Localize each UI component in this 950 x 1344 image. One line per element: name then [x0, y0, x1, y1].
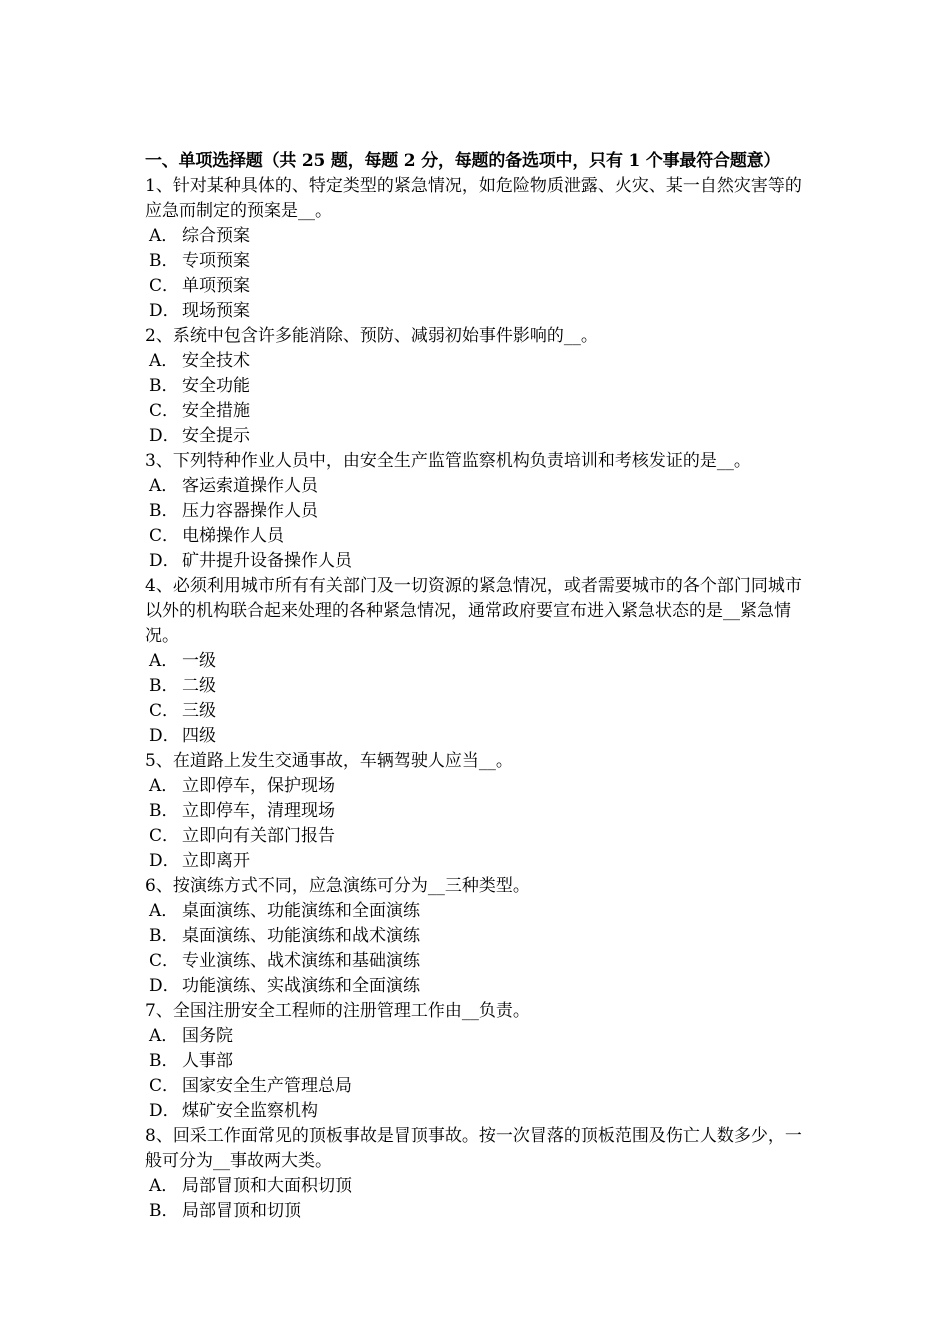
option-text: 一级 [182, 651, 216, 671]
option-c [145, 699, 810, 724]
question-4 [145, 574, 810, 749]
option-text: 煤矿安全监察机构 [182, 1101, 318, 1121]
option-d [145, 424, 810, 449]
option-text: 单项预案 [182, 276, 250, 296]
option-text: 电梯操作人员 [182, 526, 284, 546]
question-3 [145, 449, 810, 574]
option-label: C． [149, 701, 180, 721]
option-text: 功能演练、实战演练和全面演练 [182, 976, 420, 996]
question-7 [145, 999, 810, 1124]
option-a [145, 1174, 810, 1199]
option-a [145, 224, 810, 249]
option-text: 压力容器操作人员 [182, 501, 318, 521]
option-text: 四级 [182, 726, 216, 746]
option-b [145, 499, 810, 524]
option-label: B． [149, 1051, 179, 1071]
option-d [145, 1099, 810, 1124]
option-text: 现场预案 [182, 301, 250, 321]
option-text: 立即离开 [182, 851, 250, 871]
option-text: 专业演练、战术演练和基础演练 [182, 951, 420, 971]
option-a [145, 774, 810, 799]
option-text: 局部冒顶和大面积切顶 [182, 1176, 352, 1196]
option-label: B． [149, 376, 179, 396]
option-d [145, 549, 810, 574]
option-label: A． [149, 351, 179, 371]
option-d [145, 299, 810, 324]
option-label: C． [149, 526, 180, 546]
option-text: 安全提示 [182, 426, 250, 446]
option-label: A． [149, 476, 179, 496]
option-text: 局部冒顶和切顶 [182, 1201, 301, 1221]
question-8 [145, 1124, 810, 1224]
option-b [145, 674, 810, 699]
option-label: D． [149, 551, 180, 571]
option-label: B． [149, 1201, 179, 1221]
option-label: C． [149, 826, 180, 846]
option-c [145, 524, 810, 549]
option-a [145, 349, 810, 374]
option-label: A． [149, 1176, 179, 1196]
option-d [145, 974, 810, 999]
option-label: A． [149, 776, 179, 796]
option-label: B． [149, 676, 179, 696]
question-text: 2、系统中包含许多能消除、预防、减弱初始事件影响的__。 [145, 326, 598, 346]
option-label: A． [149, 1026, 179, 1046]
option-b [145, 1049, 810, 1074]
question-text: 5、在道路上发生交通事故，车辆驾驶人应当__。 [145, 751, 513, 771]
option-c [145, 1074, 810, 1099]
question-1 [145, 174, 810, 324]
option-c [145, 949, 810, 974]
option-label: B． [149, 251, 179, 271]
option-text: 客运索道操作人员 [182, 476, 318, 496]
option-text: 安全技术 [182, 351, 250, 371]
section-heading: 一、单项选择题（共 25 题，每题 2 分，每题的备选项中，只有 1 个事最符合题意） [145, 151, 781, 171]
option-text: 立即向有关部门报告 [182, 826, 335, 846]
option-text: 专项预案 [182, 251, 250, 271]
option-label: D． [149, 976, 180, 996]
option-label: A． [149, 651, 179, 671]
question-text: 4、必须利用城市所有有关部门及一切资源的紧急情况，或者需要城市的各个部门同城市以外的机构联合起来处理的各种紧急情况，通常政府要宣布进入紧急状态的是__紧急情况。 [145, 576, 802, 646]
option-d [145, 724, 810, 749]
option-a [145, 474, 810, 499]
option-a [145, 899, 810, 924]
option-label: D． [149, 426, 180, 446]
option-text: 综合预案 [182, 226, 250, 246]
option-label: C． [149, 276, 180, 296]
option-text: 二级 [182, 676, 216, 696]
option-label: B． [149, 801, 179, 821]
option-d [145, 849, 810, 874]
option-text: 立即停车，清理现场 [182, 801, 335, 821]
question-text: 6、按演练方式不同，应急演练可分为__三种类型。 [145, 876, 530, 896]
option-label: C． [149, 951, 180, 971]
question-2 [145, 324, 810, 449]
option-label: A． [149, 901, 179, 921]
option-b [145, 1199, 810, 1224]
question-6 [145, 874, 810, 999]
question-text: 3、下列特种作业人员中，由安全生产监管监察机构负责培训和考核发证的是__。 [145, 451, 751, 471]
option-label: B． [149, 501, 179, 521]
option-label: D． [149, 301, 180, 321]
question-5 [145, 749, 810, 874]
option-text: 矿井提升设备操作人员 [182, 551, 352, 571]
option-a [145, 649, 810, 674]
option-b [145, 799, 810, 824]
option-label: C． [149, 401, 180, 421]
option-text: 立即停车，保护现场 [182, 776, 335, 796]
question-text: 1、针对某种具体的、特定类型的紧急情况，如危险物质泄露、火灾、某一自然灾害等的应急而制定的预案是__。 [145, 176, 802, 221]
question-text: 8、回采工作面常见的顶板事故是冒顶事故。按一次冒落的顶板范围及伤亡人数多少，一般可分为__事故两大类。 [145, 1126, 802, 1171]
option-text: 三级 [182, 701, 216, 721]
option-label: D． [149, 1101, 180, 1121]
option-c [145, 824, 810, 849]
option-b [145, 249, 810, 274]
option-text: 安全措施 [182, 401, 250, 421]
option-a [145, 1024, 810, 1049]
document-page [145, 149, 810, 1224]
option-label: C． [149, 1076, 180, 1096]
option-text: 安全功能 [182, 376, 250, 396]
option-label: D． [149, 851, 180, 871]
option-c [145, 399, 810, 424]
option-text: 桌面演练、功能演练和战术演练 [182, 926, 420, 946]
option-text: 桌面演练、功能演练和全面演练 [182, 901, 420, 921]
option-label: A． [149, 226, 179, 246]
option-c [145, 274, 810, 299]
option-label: D． [149, 726, 180, 746]
option-b [145, 924, 810, 949]
option-text: 国家安全生产管理总局 [182, 1076, 352, 1096]
option-b [145, 374, 810, 399]
option-text: 人事部 [182, 1051, 233, 1071]
option-text: 国务院 [182, 1026, 233, 1046]
question-text: 7、全国注册安全工程师的注册管理工作由__负责。 [145, 1001, 530, 1021]
option-label: B． [149, 926, 179, 946]
